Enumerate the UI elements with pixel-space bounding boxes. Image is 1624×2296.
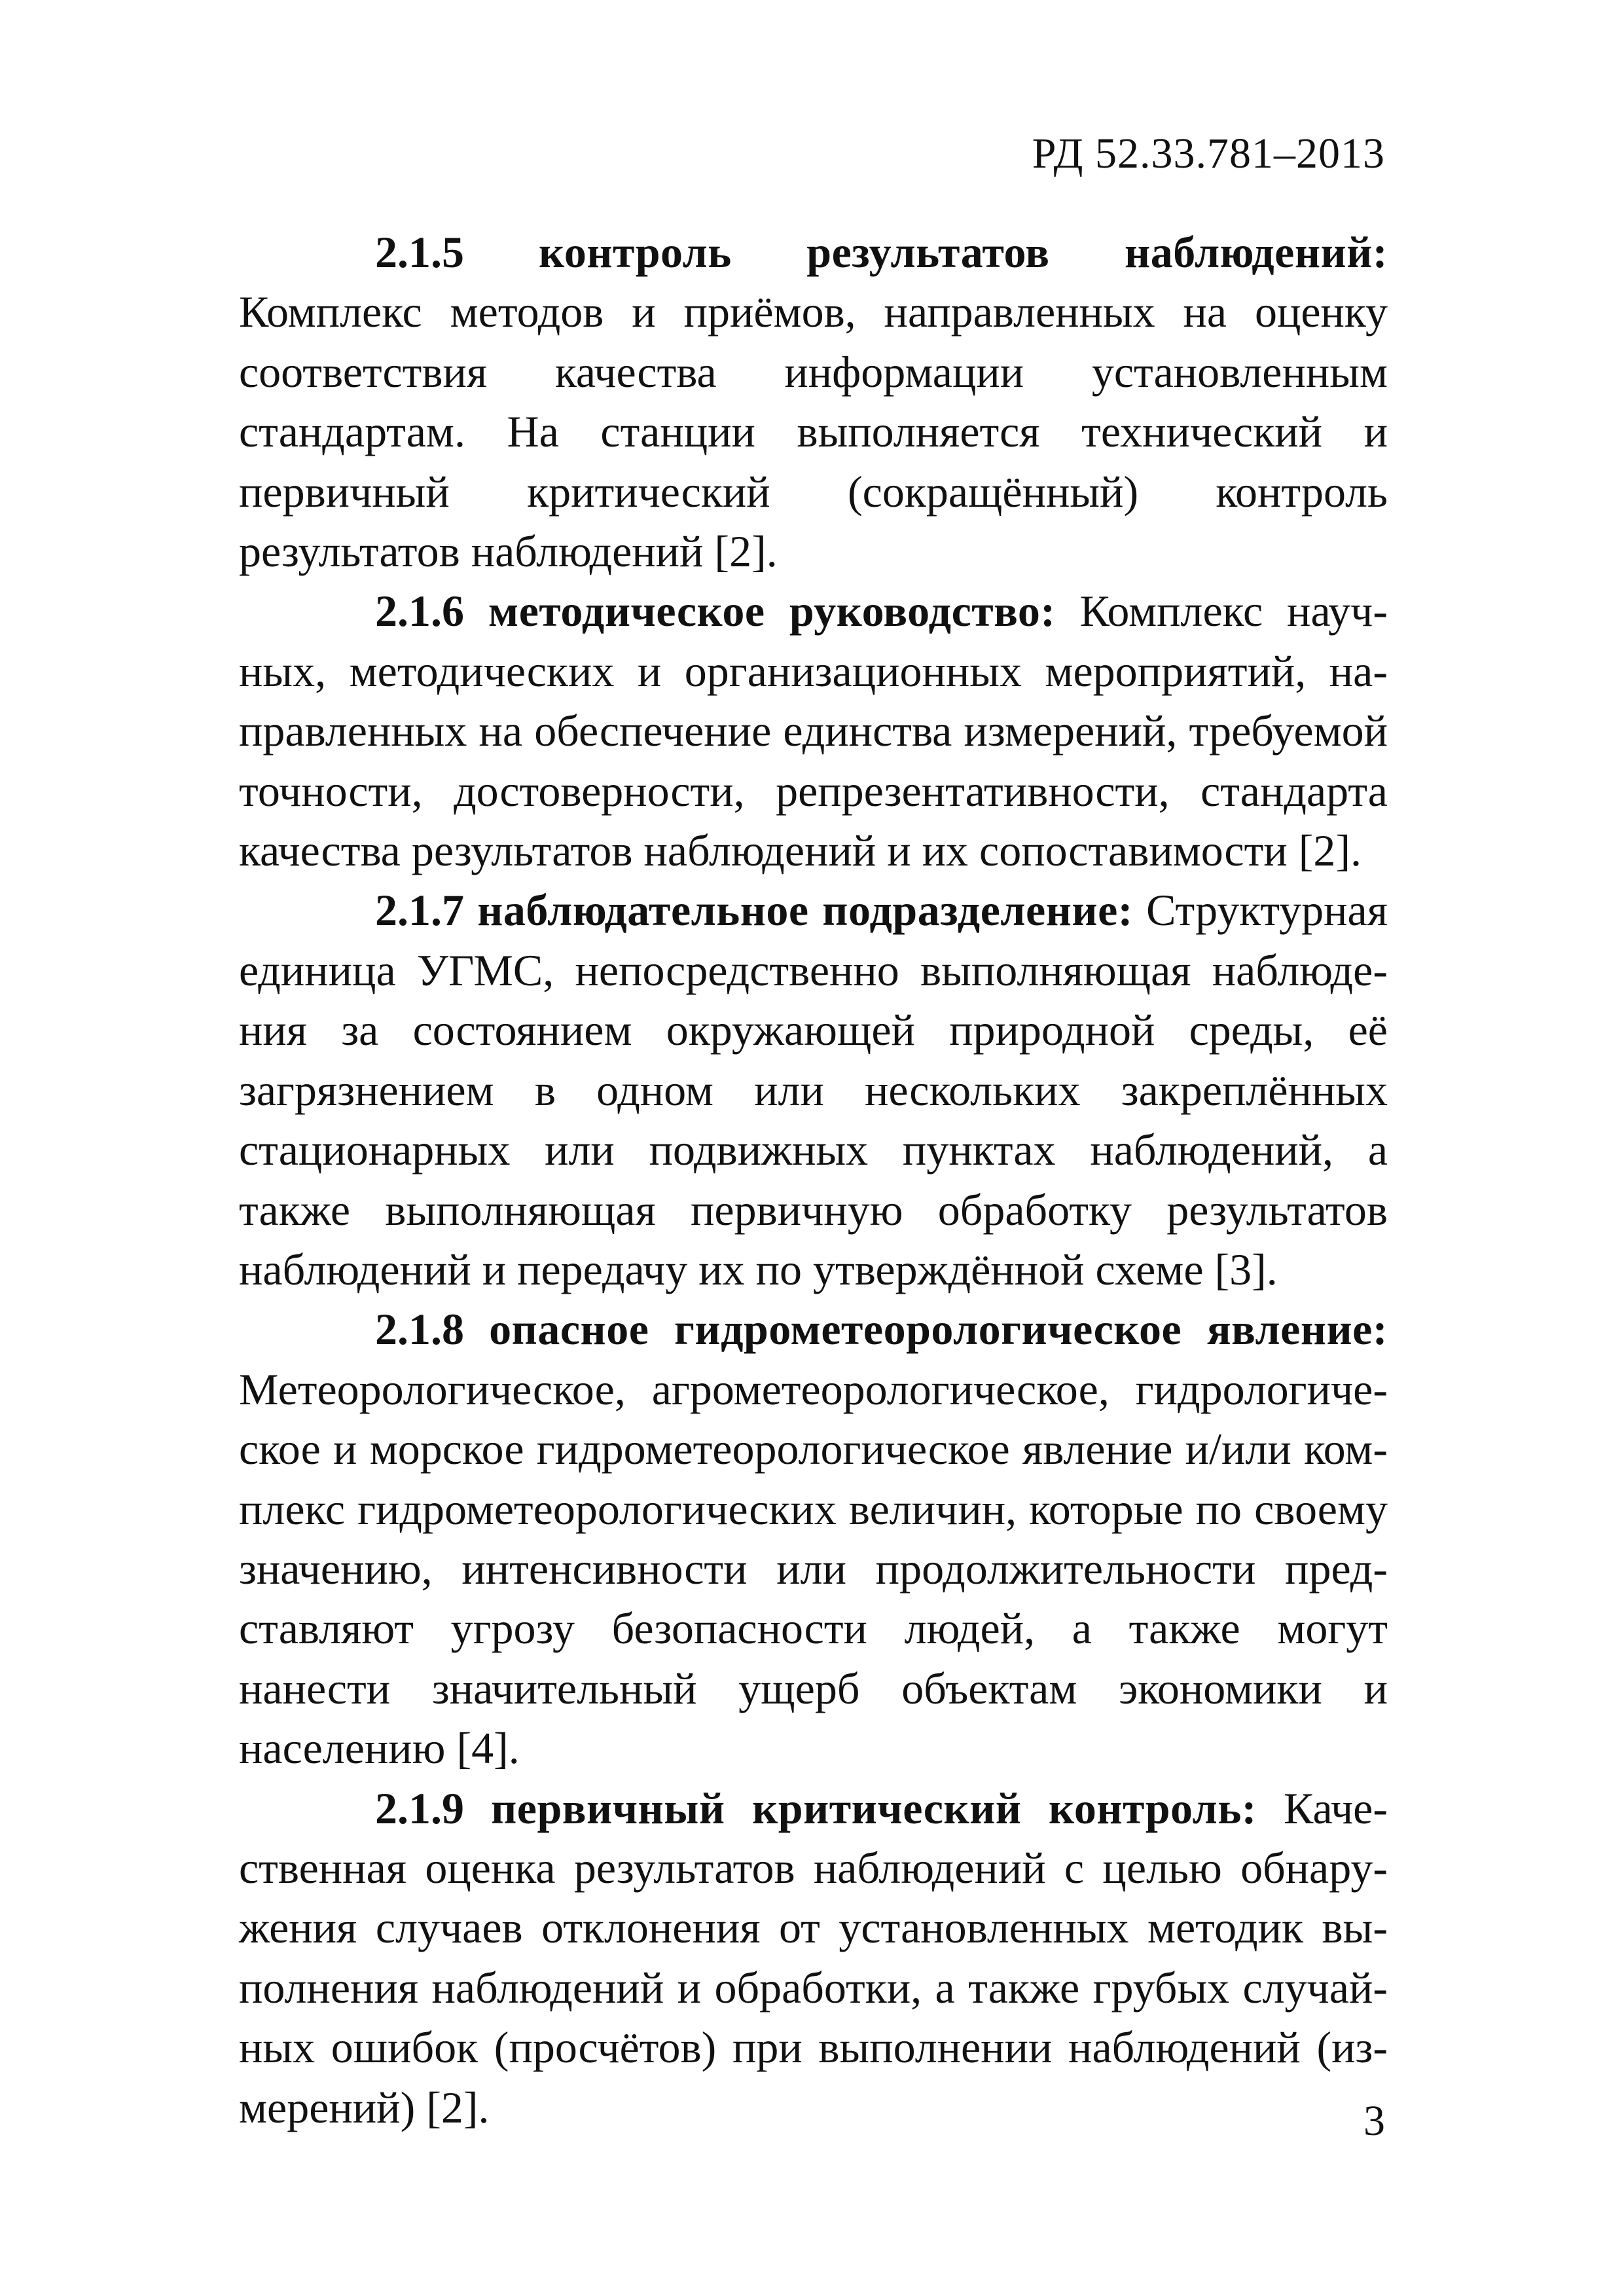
definition-text: Комплекс методов и приёмов, направленных на оценку соответствия качества информации установленным стандартам. На станции выполняется технический и первичный критический (сокращённый) контроль результатов наблюдений [2]. [239,287,1388,577]
definitions-section [239,223,1388,2138]
definition-number: 2.1.8 [375,1304,464,1355]
document-code: РД 52.33.781–2013 [1032,130,1385,177]
definition-text: Структурная единица УГМС, непосредственно выполняющая наблюдения за состоянием окружающей природной среды, её загрязнением в одном или нескольких закреплённых стационарных или подвижных пунктах наблюдений, а также выполняющая первичную обработку результатов наблюдений и передачу их по утверждённой схеме [3]. [239,885,1388,1294]
definition-number: 2.1.7 [375,885,464,936]
definition-2-1-5 [239,223,1388,581]
definition-2-1-6 [239,581,1388,881]
definition-term: контроль результатов наблюдений: [539,227,1388,277]
definition-number: 2.1.5 [375,227,464,277]
definition-term: опасное гидрометеорологическое явление: [489,1304,1388,1355]
definition-text: Качественная оценка результатов наблюдений с целью обнаружения случаев отклонения от установленных методик выполнения наблюдений и обработки, а также грубых случайных ошибок (просчётов) при выполнении наблюдений (измерений) [2]. [239,1783,1388,2132]
definition-number: 2.1.6 [375,586,464,636]
definition-term: методическое руководство: [488,586,1056,636]
definition-2-1-9 [239,1779,1388,2138]
page-number: 3 [1363,2097,1385,2145]
definition-text: Метеорологическое, агрометеорологическое, гидрологическое и морское гидрометеорологическое явление и/или комплекс гидрометеорологических величин, которые по своему значению, интенсивности или продолжительности представляют угрозу безопасности людей, а также могут нанести значительный ущерб объектам экономики и населению [4]. [239,1364,1388,1774]
definition-text: Комплекс научных, методических и организационных мероприятий, направленных на обеспечение единства измерений, требуемой точности, достоверности, репрезентативности, стандарта качества результатов наблюдений и их сопоставимости [2]. [239,586,1388,876]
definition-number: 2.1.9 [375,1783,464,1833]
definition-term: первичный критический контроль: [491,1783,1257,1833]
definition-2-1-7 [239,881,1388,1300]
definition-2-1-8 [239,1300,1388,1778]
definition-term: наблюдательное подразделение: [477,885,1133,936]
